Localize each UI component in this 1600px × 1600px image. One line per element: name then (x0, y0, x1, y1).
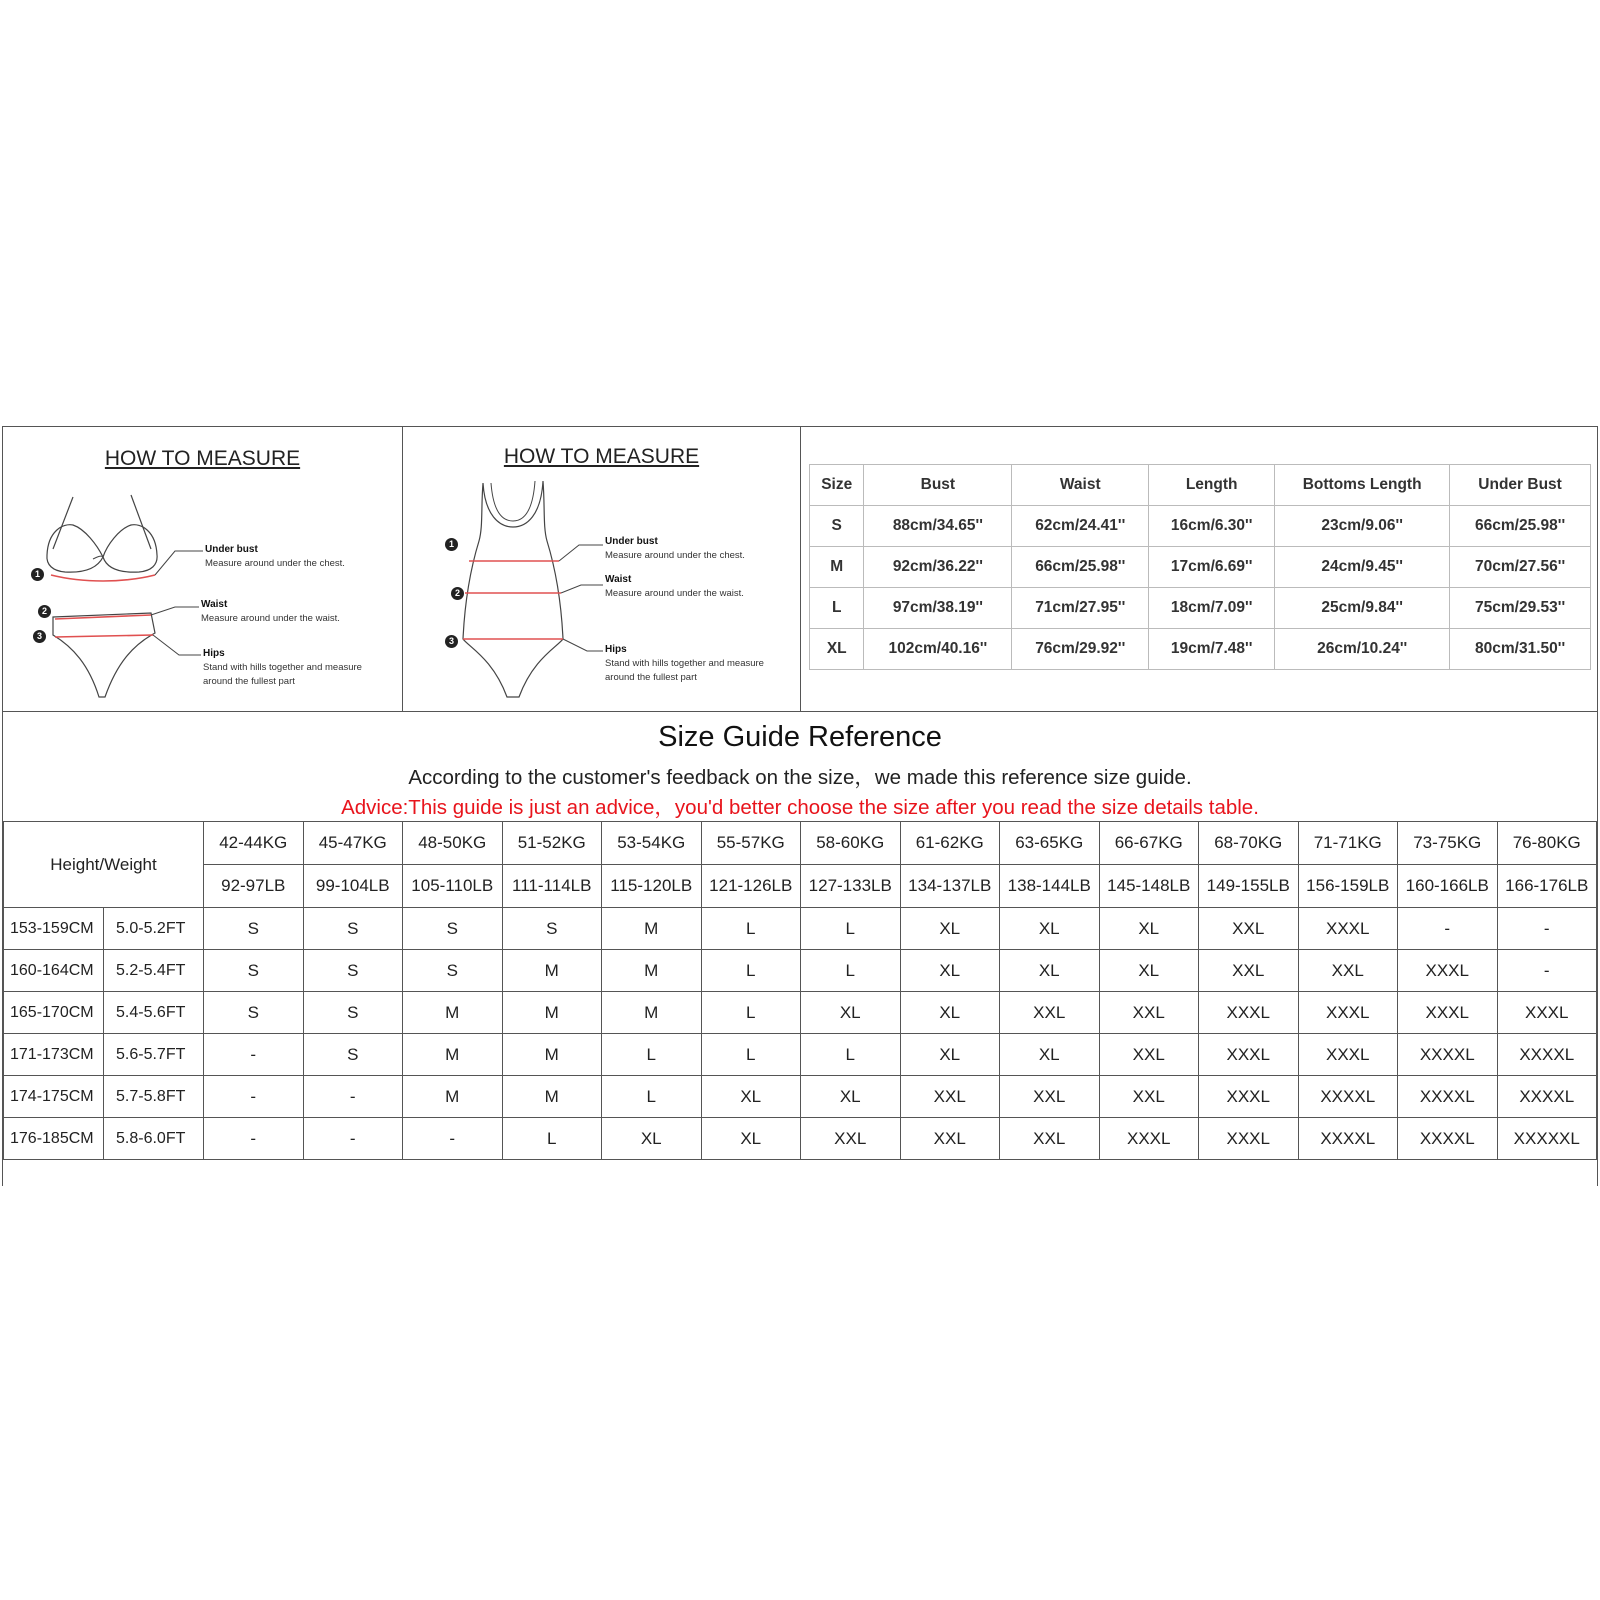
recommended-size-cell: XXL (1000, 1076, 1100, 1118)
measurement-table (809, 464, 1591, 670)
recommended-size-cell: XXXL (1398, 992, 1498, 1034)
recommended-size-cell: XXXL (1199, 1076, 1299, 1118)
recommended-size-cell: XXL (801, 1118, 901, 1160)
col-header-waist: Waist (1012, 465, 1149, 506)
step-3-badge: 3 (33, 630, 46, 643)
weight-kg-header: 73-75KG (1398, 822, 1498, 865)
reference-subtitle: According to the customer's feedback on the size，we made this reference size guide. (408, 766, 1192, 789)
recommended-size-cell: XL (701, 1118, 801, 1160)
recommended-size-cell: XL (602, 1118, 702, 1160)
recommended-size-cell: M (602, 908, 702, 950)
recommended-size-cell: - (1497, 908, 1597, 950)
size-guide-row (4, 950, 1597, 992)
size-guide-row (4, 1076, 1597, 1118)
recommended-size-cell: L (602, 1034, 702, 1076)
recommended-size-cell: XXXXL (1497, 1034, 1597, 1076)
under-bust-callout (205, 543, 345, 571)
height-weight-corner: Height/Weight (4, 822, 204, 908)
recommended-size-cell: S (303, 992, 403, 1034)
height-cm-cell: 153-159CM (4, 908, 104, 950)
recommended-size-cell: M (502, 992, 602, 1034)
measurement-value-cell: 26cm/10.24'' (1275, 629, 1450, 670)
recommended-size-cell: - (1398, 908, 1498, 950)
recommended-size-cell: M (502, 950, 602, 992)
recommended-size-cell: XXXXL (1497, 1076, 1597, 1118)
recommended-size-cell: XL (701, 1076, 801, 1118)
recommended-size-cell: XL (1099, 950, 1199, 992)
recommended-size-cell: XL (900, 950, 1000, 992)
measurement-header-row (810, 465, 1591, 506)
measurement-value-cell: 24cm/9.45'' (1275, 547, 1450, 588)
onepiece-measure-panel (403, 427, 801, 711)
recommended-size-cell: XXXL (1298, 1034, 1398, 1076)
recommended-size-cell: M (403, 992, 503, 1034)
recommended-size-cell: M (403, 1034, 503, 1076)
measurement-value-cell: 17cm/6.69'' (1149, 547, 1275, 588)
measurement-value-cell: 102cm/40.16'' (864, 629, 1012, 670)
reference-advice: Advice:This guide is just an advice，you'd better choose the size after you read the size details table. (341, 796, 1259, 819)
size-guide-row (4, 1118, 1597, 1160)
waist-label: Waist (201, 599, 228, 610)
recommended-size-cell: S (502, 908, 602, 950)
size-chart-sheet (2, 426, 1598, 1186)
onepiece-under-bust-desc: Measure around under the chest. (605, 550, 745, 561)
recommended-size-cell: XL (801, 1076, 901, 1118)
recommended-size-cell: S (403, 908, 503, 950)
size-guide-row (4, 908, 1597, 950)
onepiece-step-1-badge: 1 (445, 538, 458, 551)
weight-kg-header: 58-60KG (801, 822, 901, 865)
weight-lb-header: 166-176LB (1497, 865, 1597, 908)
recommended-size-cell: M (403, 1076, 503, 1118)
measurement-value-cell: 80cm/31.50'' (1450, 629, 1591, 670)
weight-kg-header: 63-65KG (1000, 822, 1100, 865)
height-cm-cell: 171-173CM (4, 1034, 104, 1076)
recommended-size-cell: XL (1000, 908, 1100, 950)
weight-kg-header: 68-70KG (1199, 822, 1299, 865)
measurement-size-cell: S (810, 506, 864, 547)
measurement-value-cell: 66cm/25.98'' (1012, 547, 1149, 588)
recommended-size-cell: XXL (1099, 1076, 1199, 1118)
weight-kg-header: 48-50KG (403, 822, 503, 865)
recommended-size-cell: - (403, 1118, 503, 1160)
hips-callout (203, 647, 362, 689)
recommended-size-cell: - (303, 1076, 403, 1118)
onepiece-hips-desc-1: Stand with hills together and measure (605, 658, 764, 669)
recommended-size-cell: L (502, 1118, 602, 1160)
height-cm-cell: 165-170CM (4, 992, 104, 1034)
hips-desc-1: Stand with hills together and measure (203, 662, 362, 673)
recommended-size-cell: L (602, 1076, 702, 1118)
onepiece-panel-title: HOW TO MEASURE (503, 445, 700, 468)
measurement-value-cell: 76cm/29.92'' (1012, 629, 1149, 670)
recommended-size-cell: L (701, 992, 801, 1034)
recommended-size-cell: XL (900, 908, 1000, 950)
waist-callout (201, 598, 340, 626)
step-1-badge: 1 (31, 568, 44, 581)
measurement-value-cell: 71cm/27.95'' (1012, 588, 1149, 629)
height-cm-cell: 160-164CM (4, 950, 104, 992)
size-guide-table (3, 821, 1597, 1160)
measurement-value-cell: 66cm/25.98'' (1450, 506, 1591, 547)
recommended-size-cell: XXXXL (1298, 1076, 1398, 1118)
recommended-size-cell: M (602, 992, 702, 1034)
measurement-value-cell: 19cm/7.48'' (1149, 629, 1275, 670)
weight-lb-header: 134-137LB (900, 865, 1000, 908)
recommended-size-cell: XL (900, 1034, 1000, 1076)
weight-lb-header: 127-133LB (801, 865, 901, 908)
weight-lb-header: 156-159LB (1298, 865, 1398, 908)
onepiece-under-bust-callout (605, 535, 745, 563)
recommended-size-cell: S (204, 950, 304, 992)
weight-lb-header: 115-120LB (602, 865, 702, 908)
under-bust-desc: Measure around under the chest. (205, 558, 345, 569)
measurement-value-cell: 75cm/29.53'' (1450, 588, 1591, 629)
recommended-size-cell: - (1497, 950, 1597, 992)
recommended-size-cell: M (502, 1034, 602, 1076)
size-guide-row (4, 1034, 1597, 1076)
height-ft-cell: 5.7-5.8FT (104, 1076, 204, 1118)
onepiece-hips-callout (605, 643, 764, 685)
waist-desc: Measure around under the waist. (201, 613, 340, 624)
recommended-size-cell: M (502, 1076, 602, 1118)
measurement-value-cell: 92cm/36.22'' (864, 547, 1012, 588)
weight-kg-header: 61-62KG (900, 822, 1000, 865)
recommended-size-cell: XXXXL (1298, 1118, 1398, 1160)
recommended-size-cell: XL (1000, 1034, 1100, 1076)
recommended-size-cell: XXXXL (1398, 1118, 1498, 1160)
weight-lb-header: 149-155LB (1199, 865, 1299, 908)
measurement-value-cell: 23cm/9.06'' (1275, 506, 1450, 547)
size-guide-reference (3, 711, 1597, 822)
recommended-size-cell: XXXL (1199, 992, 1299, 1034)
recommended-size-cell: XXXL (1298, 908, 1398, 950)
height-ft-cell: 5.6-5.7FT (104, 1034, 204, 1076)
recommended-size-cell: L (701, 950, 801, 992)
weight-kg-header: 53-54KG (602, 822, 702, 865)
height-ft-cell: 5.4-5.6FT (104, 992, 204, 1034)
measurement-value-cell: 97cm/38.19'' (864, 588, 1012, 629)
recommended-size-cell: XXXXL (1398, 1034, 1498, 1076)
weight-lb-header: 111-114LB (502, 865, 602, 908)
onepiece-waist-desc: Measure around under the waist. (605, 588, 744, 599)
recommended-size-cell: S (204, 908, 304, 950)
weight-kg-header: 55-57KG (701, 822, 801, 865)
height-cm-cell: 174-175CM (4, 1076, 104, 1118)
col-header-length: Length (1149, 465, 1275, 506)
step-2-badge: 2 (38, 605, 51, 618)
kg-header-row (4, 822, 1597, 865)
recommended-size-cell: XXXL (1199, 1118, 1299, 1160)
weight-kg-header: 71-71KG (1298, 822, 1398, 865)
measurement-value-cell: 25cm/9.84'' (1275, 588, 1450, 629)
recommended-size-cell: XXL (1099, 992, 1199, 1034)
height-ft-cell: 5.8-6.0FT (104, 1118, 204, 1160)
weight-lb-header: 105-110LB (403, 865, 503, 908)
weight-kg-header: 66-67KG (1099, 822, 1199, 865)
recommended-size-cell: XXL (1000, 1118, 1100, 1160)
measurement-row (810, 588, 1591, 629)
onepiece-hips-desc-2: around the fullest part (605, 672, 697, 683)
recommended-size-cell: S (403, 950, 503, 992)
recommended-size-cell: XXL (900, 1076, 1000, 1118)
recommended-size-cell: M (602, 950, 702, 992)
measurement-size-cell: L (810, 588, 864, 629)
height-ft-cell: 5.0-5.2FT (104, 908, 204, 950)
recommended-size-cell: - (204, 1076, 304, 1118)
weight-kg-header: 76-80KG (1497, 822, 1597, 865)
recommended-size-cell: L (801, 950, 901, 992)
top-section (3, 427, 1597, 712)
recommended-size-cell: XXXXL (1398, 1076, 1498, 1118)
measurement-value-cell: 18cm/7.09'' (1149, 588, 1275, 629)
onepiece-hips-label: Hips (605, 644, 627, 655)
col-header-bottoms-length: Bottoms Length (1275, 465, 1450, 506)
measurement-value-cell: 16cm/6.30'' (1149, 506, 1275, 547)
onepiece-waist-callout (605, 573, 744, 601)
reference-title: Size Guide Reference (658, 721, 942, 753)
recommended-size-cell: - (204, 1118, 304, 1160)
col-header-bust: Bust (864, 465, 1012, 506)
hips-label: Hips (203, 648, 225, 659)
recommended-size-cell: XXL (900, 1118, 1000, 1160)
measurement-panel (801, 427, 1597, 711)
recommended-size-cell: L (701, 1034, 801, 1076)
onepiece-step-2-badge: 2 (451, 587, 464, 600)
weight-lb-header: 92-97LB (204, 865, 304, 908)
recommended-size-cell: XXXL (1099, 1118, 1199, 1160)
recommended-size-cell: XXL (1000, 992, 1100, 1034)
recommended-size-cell: S (204, 992, 304, 1034)
recommended-size-cell: L (801, 1034, 901, 1076)
recommended-size-cell: XXL (1298, 950, 1398, 992)
measurement-size-cell: XL (810, 629, 864, 670)
recommended-size-cell: L (701, 908, 801, 950)
onepiece-step-3-badge: 3 (445, 635, 458, 648)
recommended-size-cell: L (801, 908, 901, 950)
weight-lb-header: 99-104LB (303, 865, 403, 908)
recommended-size-cell: XXXL (1398, 950, 1498, 992)
recommended-size-cell: XXXXXL (1497, 1118, 1597, 1160)
weight-lb-header: 121-126LB (701, 865, 801, 908)
lb-header-row (4, 865, 1597, 908)
recommended-size-cell: S (303, 1034, 403, 1076)
height-ft-cell: 5.2-5.4FT (104, 950, 204, 992)
weight-kg-header: 42-44KG (204, 822, 304, 865)
col-header-size: Size (810, 465, 864, 506)
weight-kg-header: 45-47KG (303, 822, 403, 865)
measurement-row (810, 547, 1591, 588)
measurement-value-cell: 70cm/27.56'' (1450, 547, 1591, 588)
measurement-value-cell: 62cm/24.41'' (1012, 506, 1149, 547)
weight-lb-header: 160-166LB (1398, 865, 1498, 908)
recommended-size-cell: S (303, 950, 403, 992)
size-guide-row (4, 992, 1597, 1034)
col-header-under-bust: Under Bust (1450, 465, 1591, 506)
measurement-value-cell: 88cm/34.65'' (864, 506, 1012, 547)
recommended-size-cell: - (303, 1118, 403, 1160)
weight-kg-header: 51-52KG (502, 822, 602, 865)
onepiece-under-bust-label: Under bust (605, 536, 658, 547)
bikini-panel-title: HOW TO MEASURE (104, 447, 301, 470)
recommended-size-cell: XL (1099, 908, 1199, 950)
recommended-size-cell: XXL (1099, 1034, 1199, 1076)
recommended-size-cell: - (204, 1034, 304, 1076)
hips-desc-2: around the fullest part (203, 676, 295, 687)
recommended-size-cell: XXXL (1298, 992, 1398, 1034)
recommended-size-cell: S (303, 908, 403, 950)
weight-lb-header: 145-148LB (1099, 865, 1199, 908)
height-cm-cell: 176-185CM (4, 1118, 104, 1160)
recommended-size-cell: XXL (1199, 950, 1299, 992)
measurement-size-cell: M (810, 547, 864, 588)
measurement-row (810, 506, 1591, 547)
recommended-size-cell: XXL (1199, 908, 1299, 950)
recommended-size-cell: XXXL (1497, 992, 1597, 1034)
bikini-measure-panel (3, 427, 403, 711)
recommended-size-cell: XL (1000, 950, 1100, 992)
weight-lb-header: 138-144LB (1000, 865, 1100, 908)
onepiece-waist-label: Waist (605, 574, 632, 585)
recommended-size-cell: XL (900, 992, 1000, 1034)
under-bust-label: Under bust (205, 544, 258, 555)
recommended-size-cell: XL (801, 992, 901, 1034)
measurement-row (810, 629, 1591, 670)
recommended-size-cell: XXXL (1199, 1034, 1299, 1076)
